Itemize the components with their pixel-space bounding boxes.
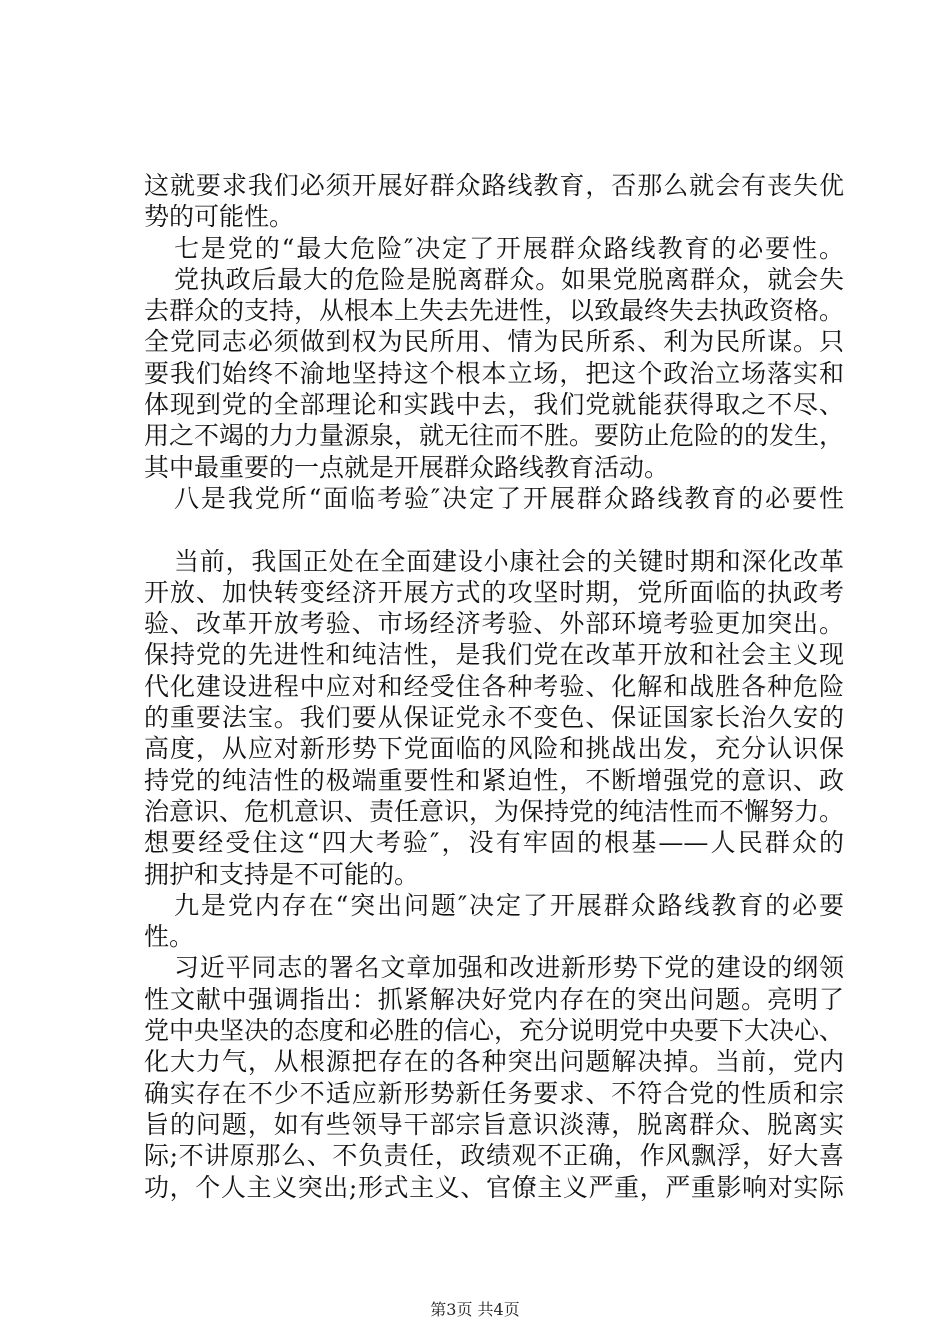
text-line: 代化建设进程中应对和经受住各种考验、化解和战胜各种危险 — [144, 671, 844, 701]
text-line: 确实存在不少不适应新形势新任务要求、不符合党的性质和宗 — [144, 1078, 844, 1108]
text-line: 势的可能性。 — [144, 202, 295, 232]
page-footer: 第3页 共4页 — [430, 1300, 520, 1319]
text-line: 用之不竭的力力量源泉，就无往而不胜。要防止危险的的发生， — [144, 421, 845, 451]
text-line: 八是我党所“面临考验″决定了开展群众路线教育的必要性 — [174, 483, 844, 513]
text-line: 高度，从应对新形势下党面临的风险和挑战出发，充分认识保 — [144, 734, 844, 764]
text-line: 习近平同志的署名文章加强和改进新形势下党的建设的纲领 — [174, 953, 844, 983]
text-line: 的重要法宝。我们要从保证党永不变色、保证国家长治久安的 — [144, 703, 844, 733]
document-body — [144, 170, 844, 1203]
text-line: 七是党的“最大危险″决定了开展群众路线教育的必要性。 — [174, 233, 844, 263]
text-line: 要我们始终不渝地坚持这个根本立场，把这个政治立场落实和 — [144, 358, 844, 388]
text-line: 性文献中强调指出：抓紧解决好党内存在的突出问题。亮明了 — [144, 984, 844, 1014]
text-line: 性。 — [144, 922, 195, 952]
text-line: 党执政后最大的危险是脱离群众。如果党脱离群众，就会失 — [174, 264, 844, 294]
text-line: 拥护和支持是不可能的。 — [144, 859, 420, 889]
text-line: 治意识、危机意识、责任意识，为保持党的纯洁性而不懈努力。 — [144, 796, 845, 826]
text-line: 全党同志必须做到权为民所用、情为民所系、利为民所谋。只 — [144, 327, 844, 357]
text-line: 去群众的支持，从根本上失去先进性，以致最终失去执政资格。 — [144, 296, 845, 326]
text-line: 旨的问题，如有些领导干部宗旨意识淡薄，脱离群众、脱离实 — [144, 1109, 844, 1139]
text-line: 九是党内存在“突出问题″决定了开展群众路线教育的必要 — [174, 890, 844, 920]
text-line: 功，个人主义突出;形式主义、官僚主义严重，严重影响对实际 — [144, 1172, 844, 1202]
text-line: 当前，我国正处在全面建设小康社会的关键时期和深化改革 — [174, 546, 844, 576]
text-line: 体现到党的全部理论和实践中去，我们党就能获得取之不尽、 — [144, 390, 844, 420]
text-line: 际;不讲原那么、不负责任，政绩观不正确，作风飘浮，好大喜 — [144, 1141, 844, 1171]
text-line: 验、改革开放考验、市场经济考验、外部环境考验更加突出。 — [144, 609, 844, 639]
text-line: 想要经受住这“四大考验″，没有牢固的根基——人民群众的 — [144, 828, 844, 858]
text-line: 这就要求我们必须开展好群众路线教育，否那么就会有丧失优 — [144, 171, 844, 200]
blank-line — [144, 514, 844, 545]
text-line: 化大力气，从根源把存在的各种突出问题解决掉。当前，党内 — [144, 1047, 844, 1077]
text-line: 开放、加快转变经济开展方式的攻坚时期，党所面临的执政考 — [144, 577, 844, 607]
text-line: 保持党的先进性和纯洁性，是我们党在改革开放和社会主义现 — [144, 640, 844, 670]
text-line: 其中最重要的一点就是开展群众路线教育活动。 — [144, 452, 670, 482]
text-line: 党中央坚决的态度和必胜的信心，充分说明党中央要下大决心、 — [144, 1016, 845, 1046]
text-line: 持党的纯洁性的极端重要性和紧迫性，不断增强党的意识、政 — [144, 765, 844, 795]
